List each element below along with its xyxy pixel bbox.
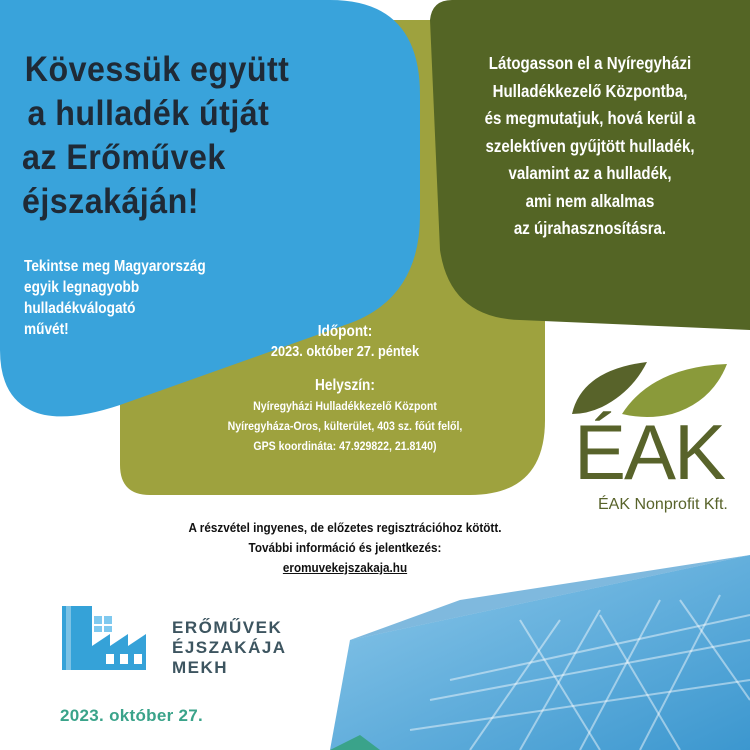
heading-line: éjszakáján!: [22, 182, 199, 221]
place-line: GPS koordináta: 47.929822, 21.8140): [253, 439, 437, 453]
subheading-line: Tekintse meg Magyarország: [24, 258, 206, 275]
place-line: Nyíregyházi Hulladékkezelő Központ: [253, 399, 437, 413]
event-logo-line: ÉJSZAKÁJA: [172, 638, 287, 657]
eak-subtitle: ÉAK Nonprofit Kft.: [598, 496, 728, 513]
time-label: Időpont:: [317, 323, 373, 340]
subheading-line: egyik legnagyobb: [24, 279, 140, 296]
place-label: Helyszín:: [315, 377, 375, 394]
visit-line: az újrahasznosításra.: [513, 218, 667, 238]
visit-line: és megmutatjuk, hová kerül a: [484, 108, 696, 128]
visit-line: ami nem alkalmas: [525, 190, 655, 211]
heading-line: az Erőművek: [22, 138, 226, 177]
info-line: További információ és jelentkezés:: [248, 540, 442, 555]
visit-text: [461, 50, 719, 243]
heading-line: a hulladék útját: [27, 94, 270, 133]
main-heading: [22, 48, 316, 224]
visit-line: Hulladékkezelő Központba,: [492, 80, 688, 101]
event-details: [200, 322, 490, 456]
website-link[interactable]: eromuvekejszakaja.hu: [282, 560, 408, 575]
bottom-date: 2023. október 27.: [60, 706, 204, 725]
visit-line: valamint az a hulladék,: [508, 163, 672, 183]
visit-line: szelektíven gyűjtött hulladék,: [485, 135, 695, 156]
power-plant-icon: [60, 602, 160, 672]
time-value: 2023. október 27. péntek: [270, 344, 420, 360]
event-logo-line: ERŐMŰVEK: [172, 618, 283, 637]
place-line: Nyíregyháza-Oros, külterület, 403 sz. főút felől,: [227, 419, 463, 433]
subheading-line: hulladékválogató: [24, 300, 136, 317]
heading-line: Kövessük együtt: [24, 50, 290, 89]
subheading-line: művét!: [24, 321, 69, 338]
eak-letters: ÉAK: [574, 408, 725, 496]
visit-line: Látogasson el a Nyíregyházi: [488, 53, 692, 73]
info-line: A részvétel ingyenes, de előzetes regisztrációhoz kötött.: [188, 520, 502, 535]
info-text: [143, 518, 548, 578]
event-logo-line: MEKH: [172, 658, 229, 677]
event-logo-text: [172, 618, 287, 678]
